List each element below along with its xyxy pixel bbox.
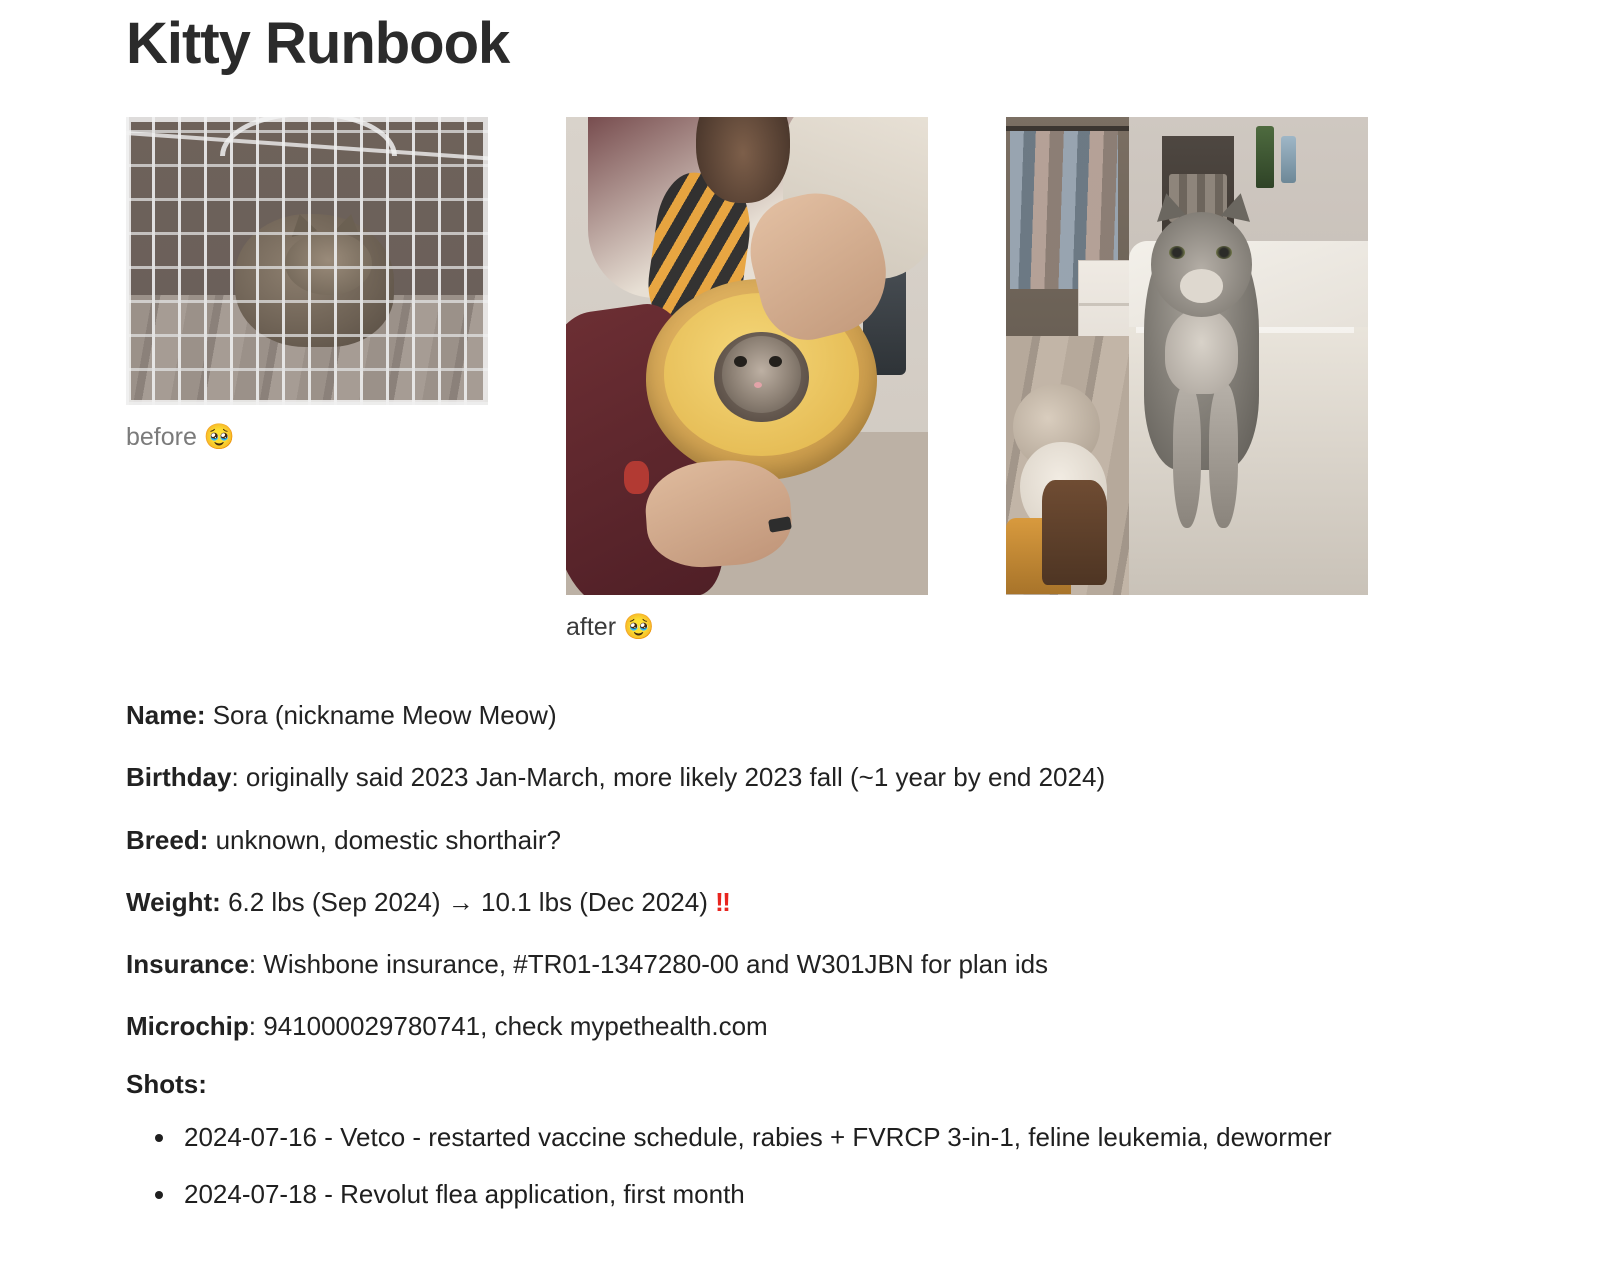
field-insurance [126, 944, 1486, 984]
field-birthday [126, 757, 1486, 797]
kitten-eye-right [769, 356, 782, 367]
field-birthday-value: : originally said 2023 Jan-March, more likely 2023 fall (~1 year by end 2024) [231, 762, 1106, 793]
field-name-value: Sora (nickname Meow Meow) [205, 700, 557, 730]
figure-before [126, 117, 488, 454]
field-name [126, 695, 1486, 735]
weight-alert-badge: ‼ [715, 886, 730, 917]
photo-cat-on-bed[interactable] [1006, 117, 1368, 595]
green-bottle [1256, 126, 1274, 188]
field-weight-value: 6.2 lbs (Sep 2024) → 10.1 lbs (Dec 2024) [220, 886, 716, 917]
cat-paw-left [1173, 384, 1202, 527]
field-insurance-value: : Wishbone insurance, #TR01-1347280-00 and W301JBN for plan ids [248, 949, 1049, 980]
kitten-face [722, 336, 802, 412]
shots-heading: Shots: [126, 1068, 207, 1099]
page-title: Kitty Runbook [126, 11, 510, 76]
cat-eye-right [1216, 246, 1232, 259]
field-breed-value: unknown, domestic shorthair? [208, 824, 561, 855]
field-birthday-label: Birthday [126, 762, 232, 793]
closet-rail [1006, 126, 1129, 131]
field-microchip-label: Microchip [126, 1011, 249, 1042]
figure-after [566, 117, 928, 644]
field-name-label: Name: [126, 700, 206, 730]
list-item: • 2024-07-16 - Vetco - restarted vaccine schedule, rabies + FVRCP 3-in-1, feline leukemia, dewormer [178, 1118, 1486, 1157]
photo-caption-before: before 🥹 [126, 422, 235, 451]
cat-muzzle [1180, 269, 1223, 302]
field-weight-label: Weight: [126, 886, 221, 917]
cat-chest [1165, 308, 1237, 394]
cat-eye-left [1169, 246, 1185, 259]
field-breed-label: Breed: [126, 824, 209, 855]
cage-frame [126, 117, 488, 405]
shots-list [126, 1118, 1486, 1214]
kitten-eye-left [734, 356, 747, 367]
cat-paw-right [1209, 384, 1238, 527]
kitten-nose [754, 382, 762, 388]
figure-cat-on-bed [1006, 117, 1368, 595]
list-item: • 2024-07-18 - Revolut flea application, first month [178, 1175, 1486, 1214]
photo-cat-in-trap-cage[interactable] [126, 117, 488, 405]
field-microchip-value: : 941000029780741, check mypethealth.com [248, 1011, 768, 1042]
field-breed [126, 820, 1486, 860]
photo-caption-after: after 🥹 [566, 612, 655, 641]
field-weight [126, 882, 1486, 922]
brown-cushion [1042, 480, 1107, 585]
field-microchip [126, 1006, 1486, 1046]
field-insurance-label: Insurance [126, 949, 249, 980]
details-section [0, 643, 1612, 1214]
photo-gallery [0, 117, 1612, 644]
photo-kitten-in-yellow-donut-bed[interactable] [566, 117, 928, 595]
clear-bottle [1281, 136, 1295, 184]
red-item [624, 461, 649, 494]
